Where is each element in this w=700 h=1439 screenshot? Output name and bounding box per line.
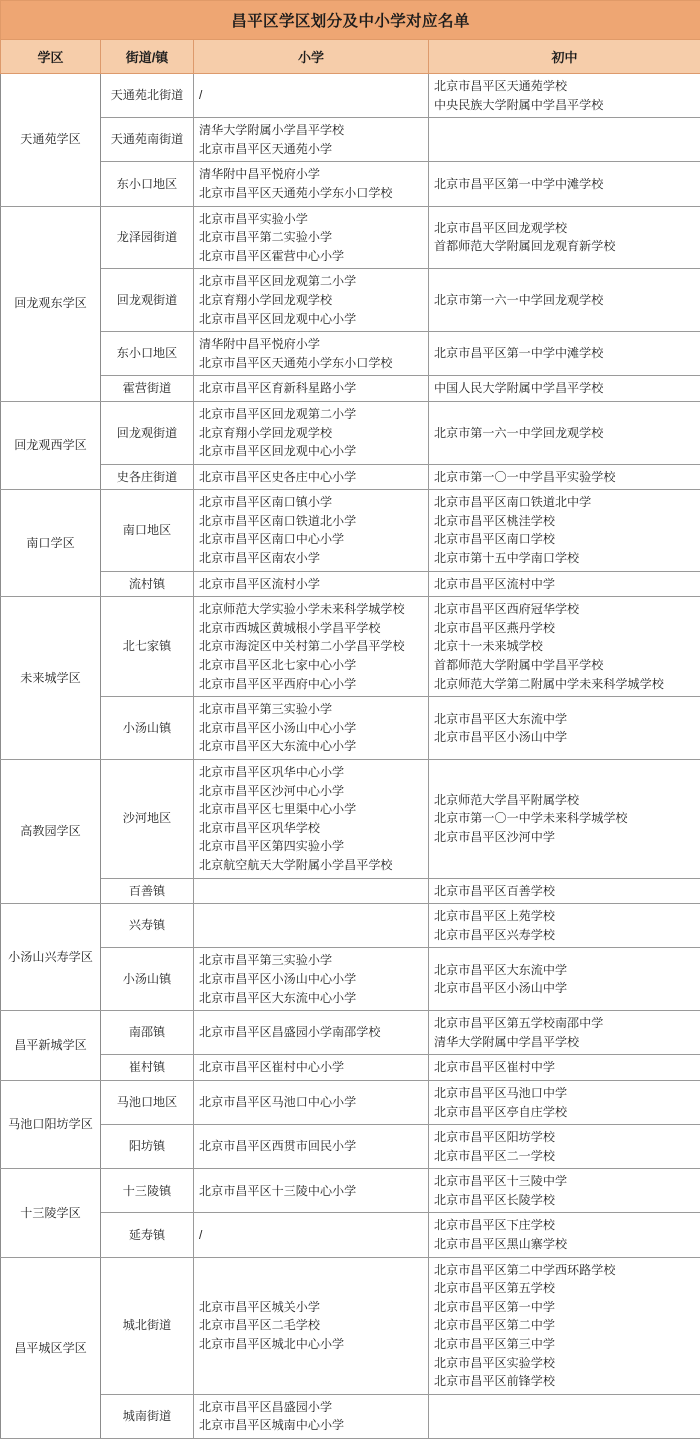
junior-school-list [429,697,700,760]
junior-school-list [429,948,700,1011]
primary-school-list-item: 北京市昌平区第四实验小学 [199,837,424,856]
junior-school-list-item: 北京师范大学第二附属中学未来科学城学校 [434,675,696,694]
table-row [1,376,700,402]
junior-school-list-item: 北京市昌平区桃洼学校 [434,512,696,531]
junior-school-list-item: 北京市昌平区前锋学校 [434,1372,696,1391]
junior-school-list-item: 北京市昌平区南口铁道北中学 [434,493,696,512]
column-header-primary: 小学 [194,40,429,74]
table-row [1,1394,700,1438]
primary-school-list [194,571,429,597]
primary-school-list [194,74,429,118]
primary-school-list [194,597,429,697]
junior-school-list-item: 清华大学附属中学昌平学校 [434,1033,696,1052]
primary-school-list [194,490,429,571]
primary-school-list-item: 北京市昌平第三实验小学 [199,700,424,719]
primary-school-list-item: 北京市昌平区回龙观中心小学 [199,442,424,461]
district-name: 未来城学区 [1,597,101,760]
junior-school-list-item: 北京市昌平区崔村中学 [434,1058,696,1077]
primary-school-list-item: 北京市昌平区回龙观第二小学 [199,405,424,424]
primary-school-list-item: 北京市昌平第三实验小学 [199,951,424,970]
table-row [1,1257,700,1394]
table-row [1,206,700,269]
column-header-row [1,40,700,74]
primary-school-list [194,904,429,948]
junior-school-list [429,464,700,490]
street-name: 城北街道 [101,1257,194,1394]
junior-school-list [429,401,700,464]
primary-school-list-item: 北京市昌平区沙河中心小学 [199,782,424,801]
primary-school-list [194,1125,429,1169]
street-name: 小汤山镇 [101,697,194,760]
junior-school-list-item: 北京师范大学昌平附属学校 [434,791,696,810]
junior-school-list-item: 北京市第十五中学南口学校 [434,549,696,568]
street-name: 龙泽园街道 [101,206,194,269]
junior-school-list [429,376,700,402]
primary-school-list [194,878,429,904]
junior-school-list-item: 北京市昌平区大东流中学 [434,710,696,729]
primary-school-list-item: / [199,86,424,105]
primary-school-list [194,401,429,464]
primary-school-list-item: 清华大学附属小学昌平学校 [199,121,424,140]
junior-school-list [429,1080,700,1124]
primary-school-list [194,760,429,879]
primary-school-list-item: 北京市昌平区巩华中心小学 [199,763,424,782]
table-row [1,490,700,571]
junior-school-list-item: 北京市昌平区沙河中学 [434,828,696,847]
primary-school-list-item: 北京市昌平区天通苑小学 [199,140,424,159]
primary-school-list-item: 北京市昌平区十三陵中心小学 [199,1182,424,1201]
table-row [1,904,700,948]
primary-school-list-item: 北京育翔小学回龙观学校 [199,291,424,310]
table-row [1,597,700,697]
table-row [1,760,700,879]
primary-school-list-item: 北京市昌平区小汤山中心小学 [199,970,424,989]
junior-school-list-item: 北京市第一〇一中学未来科学城学校 [434,809,696,828]
junior-school-list-item: 中国人民大学附属中学昌平学校 [434,379,696,398]
table-row [1,1169,700,1213]
street-name: 十三陵镇 [101,1169,194,1213]
street-name: 小汤山镇 [101,948,194,1011]
street-name: 城南街道 [101,1394,194,1438]
junior-school-list-item: 北京市昌平区流村中学 [434,575,696,594]
street-name: 兴寿镇 [101,904,194,948]
junior-school-list [429,878,700,904]
street-name: 回龙观街道 [101,269,194,332]
junior-school-list-item: 北京市昌平区回龙观学校 [434,219,696,238]
table-row [1,1213,700,1257]
primary-school-list-item: 北京市昌平区小汤山中心小学 [199,719,424,738]
street-name: 回龙观街道 [101,401,194,464]
primary-school-list [194,948,429,1011]
street-name: 天通苑南街道 [101,118,194,162]
primary-school-list-item: 北京市昌平区天通苑小学东小口学校 [199,354,424,373]
junior-school-list-item: 北京市昌平区阳坊学校 [434,1128,696,1147]
primary-school-list-item: 北京市昌平区崔村中心小学 [199,1058,424,1077]
street-name: 史各庄街道 [101,464,194,490]
primary-school-list-item: 北京市昌平区流村小学 [199,575,424,594]
primary-school-list [194,1055,429,1081]
street-name: 东小口地区 [101,332,194,376]
primary-school-list-item: 北京市昌平区二毛学校 [199,1316,424,1335]
street-name: 南口地区 [101,490,194,571]
junior-school-list-item: 北京市昌平区亭自庄学校 [434,1103,696,1122]
primary-school-list-item: 北京市昌平第二实验小学 [199,228,424,247]
table-row [1,571,700,597]
street-name: 霍营街道 [101,376,194,402]
street-name: 马池口地区 [101,1080,194,1124]
junior-school-list-item: 北京市昌平区马池口中学 [434,1084,696,1103]
junior-school-list-item: 北京市昌平区百善学校 [434,882,696,901]
district-name: 南口学区 [1,490,101,597]
junior-school-list-item: 北京市昌平区大东流中学 [434,961,696,980]
junior-school-list [429,597,700,697]
primary-school-list-item: 北京市昌平区大东流中心小学 [199,989,424,1008]
table-row [1,1125,700,1169]
table-row [1,948,700,1011]
primary-school-list [194,118,429,162]
junior-school-list [429,74,700,118]
primary-school-list-item: 北京市昌平区马池口中心小学 [199,1093,424,1112]
primary-school-list [194,1257,429,1394]
junior-school-list [429,118,700,162]
junior-school-list [429,332,700,376]
street-name: 阳坊镇 [101,1125,194,1169]
primary-school-list-item: 北京市昌平区霍营中心小学 [199,247,424,266]
primary-school-list-item: 北京师范大学实验小学未来科学城学校 [199,600,424,619]
primary-school-list-item: 北京市昌平区城关小学 [199,1298,424,1317]
table-row [1,74,700,118]
junior-school-list [429,206,700,269]
junior-school-list [429,162,700,206]
junior-school-list-item: 北京市昌平区第一中学中滩学校 [434,344,696,363]
junior-school-list-item: 北京市昌平区南口学校 [434,530,696,549]
primary-school-list-item: 北京市昌平区育新科星路小学 [199,379,424,398]
junior-school-list-item: 北京市昌平区燕丹学校 [434,619,696,638]
street-name: 南邵镇 [101,1011,194,1055]
table-row [1,269,700,332]
table-row [1,1055,700,1081]
primary-school-list [194,332,429,376]
junior-school-list-item: 北京市昌平区上苑学校 [434,907,696,926]
primary-school-list-item: 北京市昌平区平西府中心小学 [199,675,424,694]
junior-school-list [429,1011,700,1055]
street-name: 延寿镇 [101,1213,194,1257]
primary-school-list-item: 北京市昌平区城北中心小学 [199,1335,424,1354]
table-row [1,878,700,904]
junior-school-list-item: 北京市昌平区下庄学校 [434,1216,696,1235]
district-name: 昌平城区学区 [1,1257,101,1438]
primary-school-list [194,162,429,206]
primary-school-list [194,1011,429,1055]
junior-school-list-item: 北京市昌平区第二中学西环路学校 [434,1261,696,1280]
primary-school-list-item: 北京市昌平区回龙观第二小学 [199,272,424,291]
junior-school-list-item: 北京市昌平区第二中学 [434,1316,696,1335]
primary-school-list-item: 北京市昌平区西贯市回民小学 [199,1137,424,1156]
primary-school-list [194,206,429,269]
junior-school-list-item: 北京市昌平区第五学校南邵中学 [434,1014,696,1033]
primary-school-list [194,376,429,402]
primary-school-list [194,1213,429,1257]
street-name: 沙河地区 [101,760,194,879]
junior-school-list [429,1125,700,1169]
junior-school-list-item: 北京市昌平区第一中学 [434,1298,696,1317]
primary-school-list-item: 北京市昌平区昌盛园小学南邵学校 [199,1023,424,1042]
junior-school-list [429,1394,700,1438]
district-name: 小汤山兴寿学区 [1,904,101,1011]
table-row [1,332,700,376]
table-row [1,697,700,760]
junior-school-list-item: 北京市昌平区十三陵中学 [434,1172,696,1191]
primary-school-list-item: 北京航空航天大学附属小学昌平学校 [199,856,424,875]
junior-school-list-item: 北京市昌平区第五学校 [434,1279,696,1298]
title-row [1,1,700,40]
district-name: 高教园学区 [1,760,101,904]
junior-school-list-item: 北京市昌平区第一中学中滩学校 [434,175,696,194]
primary-school-list-item: 清华附中昌平悦府小学 [199,335,424,354]
primary-school-list-item: 北京市昌平区大东流中心小学 [199,737,424,756]
primary-school-list [194,1394,429,1438]
primary-school-list-item: 北京市昌平区史各庄中心小学 [199,468,424,487]
junior-school-list-item: 首都师范大学附属回龙观育新学校 [434,237,696,256]
junior-school-list [429,1169,700,1213]
junior-school-list-item: 北京市昌平区兴寿学校 [434,926,696,945]
table-row [1,401,700,464]
primary-school-list-item: / [199,1226,424,1245]
primary-school-list-item: 北京市昌平区南口镇小学 [199,493,424,512]
district-name: 昌平新城学区 [1,1011,101,1081]
document-title: 昌平区学区划分及中小学对应名单 [1,1,700,40]
primary-school-list [194,269,429,332]
junior-school-list-item: 中央民族大学附属中学昌平学校 [434,96,696,115]
district-name: 十三陵学区 [1,1169,101,1257]
column-header-street: 街道/镇 [101,40,194,74]
primary-school-list [194,1169,429,1213]
primary-school-list-item: 北京市海淀区中关村第二小学昌平学校 [199,637,424,656]
primary-school-list-item: 北京市昌平区南口铁道北小学 [199,512,424,531]
primary-school-list-item: 北京市昌平区城南中心小学 [199,1416,424,1435]
primary-school-list-item: 北京市昌平区昌盛园小学 [199,1398,424,1417]
table-row [1,1011,700,1055]
street-name: 东小口地区 [101,162,194,206]
street-name: 崔村镇 [101,1055,194,1081]
district-name: 天通苑学区 [1,74,101,207]
primary-school-list [194,697,429,760]
junior-school-list [429,1055,700,1081]
junior-school-list-item: 北京市昌平区实验学校 [434,1354,696,1373]
primary-school-list-item: 北京市昌平区南口中心小学 [199,530,424,549]
primary-school-list-item: 北京市西城区黄城根小学昌平学校 [199,619,424,638]
junior-school-list-item: 北京十一未来城学校 [434,637,696,656]
primary-school-list-item: 北京市昌平区巩华学校 [199,819,424,838]
junior-school-list-item: 北京市昌平区小汤山中学 [434,728,696,747]
junior-school-list-item: 北京市昌平区西府冠华学校 [434,600,696,619]
primary-school-list-item: 北京育翔小学回龙观学校 [199,424,424,443]
district-name: 马池口阳坊学区 [1,1080,101,1168]
junior-school-list-item: 北京市昌平区天通苑学校 [434,77,696,96]
junior-school-list-item: 首都师范大学附属中学昌平学校 [434,656,696,675]
primary-school-list-item: 北京市昌平区南农小学 [199,549,424,568]
junior-school-list [429,1213,700,1257]
primary-school-list-item: 北京市昌平区回龙观中心小学 [199,310,424,329]
junior-school-list [429,904,700,948]
junior-school-list [429,490,700,571]
junior-school-list-item: 北京市昌平区第三中学 [434,1335,696,1354]
table-row [1,118,700,162]
primary-school-list-item: 北京市昌平实验小学 [199,210,424,229]
table-row [1,162,700,206]
primary-school-list-item: 清华附中昌平悦府小学 [199,165,424,184]
street-name: 流村镇 [101,571,194,597]
junior-school-list-item: 北京市第一〇一中学昌平实验学校 [434,468,696,487]
junior-school-list-item: 北京市昌平区黑山寨学校 [434,1235,696,1254]
junior-school-list-item: 北京市第一六一中学回龙观学校 [434,424,696,443]
primary-school-list [194,1080,429,1124]
street-name: 天通苑北街道 [101,74,194,118]
primary-school-list-item: 北京市昌平区天通苑小学东小口学校 [199,184,424,203]
junior-school-list-item: 北京市昌平区小汤山中学 [434,979,696,998]
district-name: 回龙观西学区 [1,401,101,489]
junior-school-list-item: 北京市昌平区二一学校 [434,1147,696,1166]
junior-school-list [429,760,700,879]
column-header-junior: 初中 [429,40,700,74]
primary-school-list [194,464,429,490]
column-header-district: 学区 [1,40,101,74]
table-row [1,1080,700,1124]
junior-school-list [429,571,700,597]
street-name: 北七家镇 [101,597,194,697]
junior-school-list [429,1257,700,1394]
junior-school-list-item: 北京市第一六一中学回龙观学校 [434,291,696,310]
junior-school-list [429,269,700,332]
table-row [1,464,700,490]
junior-school-list-item: 北京市昌平区长陵学校 [434,1191,696,1210]
primary-school-list-item: 北京市昌平区七里渠中心小学 [199,800,424,819]
primary-school-list-item: 北京市昌平区北七家中心小学 [199,656,424,675]
street-name: 百善镇 [101,878,194,904]
district-name: 回龙观东学区 [1,206,101,401]
